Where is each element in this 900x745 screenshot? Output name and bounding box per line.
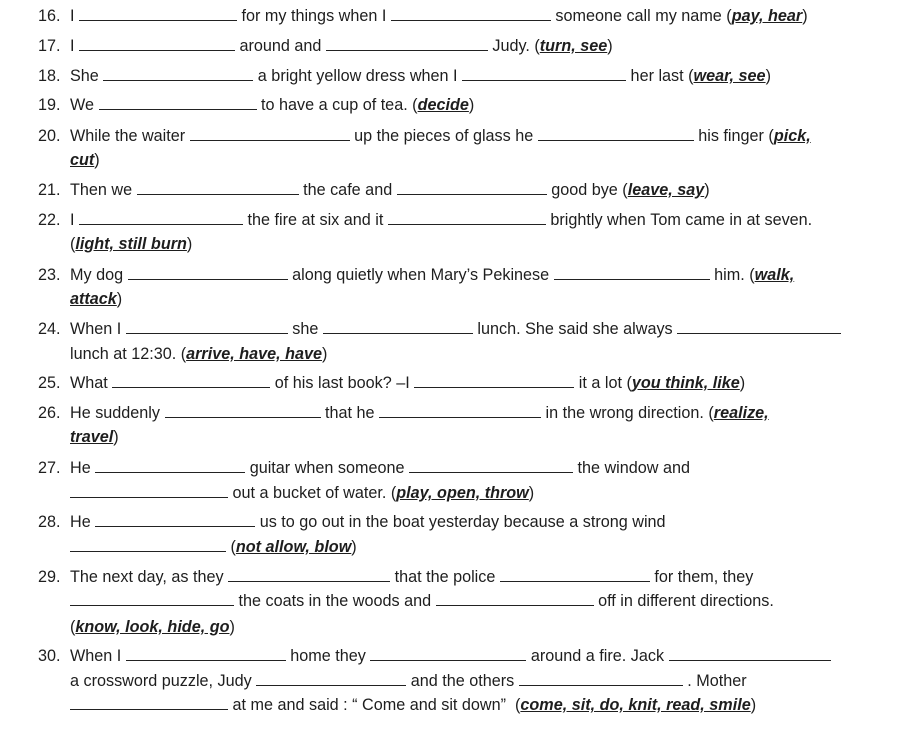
exercise-line bbox=[38, 178, 883, 203]
exercise-text: that he bbox=[320, 404, 379, 422]
answer-blank[interactable] bbox=[538, 126, 694, 141]
exercise-text: us to go out in the boat yesterday because a strong wind bbox=[255, 513, 666, 531]
exercise-23 bbox=[38, 263, 883, 308]
answer-blank[interactable] bbox=[165, 403, 321, 418]
exercise-number: 28. bbox=[38, 513, 61, 531]
verb-hint: you think, like bbox=[631, 374, 740, 392]
answer-blank[interactable] bbox=[95, 512, 255, 527]
exercise-18 bbox=[38, 64, 883, 89]
answer-blank[interactable] bbox=[256, 671, 406, 686]
exercise-text: of his last book? –I bbox=[270, 374, 415, 392]
closing-paren: ) bbox=[229, 618, 235, 636]
exercise-text: ( bbox=[70, 618, 76, 636]
answer-blank[interactable] bbox=[370, 646, 526, 661]
answer-blank[interactable] bbox=[500, 567, 650, 582]
exercise-line bbox=[38, 565, 883, 590]
exercise-line bbox=[38, 4, 883, 29]
answer-blank[interactable] bbox=[70, 483, 228, 498]
exercise-line bbox=[38, 615, 235, 640]
exercise-text: ( bbox=[226, 538, 236, 556]
verb-hint: leave, say bbox=[627, 181, 705, 199]
exercise-number: 22. bbox=[38, 211, 61, 229]
verb-hint: decide bbox=[417, 96, 469, 114]
exercise-number: 25. bbox=[38, 374, 61, 392]
exercise-line bbox=[38, 510, 883, 535]
answer-blank[interactable] bbox=[126, 646, 286, 661]
exercise-line bbox=[38, 208, 883, 233]
exercise-line bbox=[38, 342, 327, 367]
exercise-text: in the wrong direction. ( bbox=[541, 404, 714, 422]
exercise-17 bbox=[38, 34, 883, 59]
exercise-28 bbox=[38, 510, 883, 556]
exercise-text: While the waiter bbox=[70, 127, 190, 145]
exercise-number: 21. bbox=[38, 181, 61, 199]
exercise-number: 17. bbox=[38, 37, 61, 55]
exercise-text: lunch at 12:30. ( bbox=[70, 345, 187, 363]
answer-blank[interactable] bbox=[409, 458, 573, 473]
answer-blank[interactable] bbox=[228, 567, 390, 582]
exercise-30 bbox=[38, 644, 883, 714]
closing-paren: ) bbox=[94, 151, 100, 169]
answer-blank[interactable] bbox=[137, 180, 299, 195]
exercise-number: 29. bbox=[38, 568, 61, 586]
exercise-text: Judy. ( bbox=[487, 37, 540, 55]
exercise-line bbox=[38, 456, 883, 481]
exercise-number: 27. bbox=[38, 459, 61, 477]
exercise-27 bbox=[38, 456, 883, 502]
verb-hint: pay, hear bbox=[731, 7, 803, 25]
closing-paren: ) bbox=[351, 538, 357, 556]
exercise-line bbox=[38, 232, 192, 257]
exercise-text: his finger ( bbox=[693, 127, 774, 145]
exercise-line bbox=[38, 287, 122, 312]
verb-hint: not allow, blow bbox=[235, 538, 352, 556]
exercise-text: around a fire. Jack bbox=[526, 647, 669, 665]
exercise-text: . Mother bbox=[682, 672, 747, 690]
verb-hint: know, look, hide, go bbox=[75, 618, 230, 636]
answer-blank[interactable] bbox=[436, 591, 594, 606]
closing-paren: ) bbox=[739, 374, 746, 392]
exercise-16 bbox=[38, 4, 883, 29]
exercise-number: 18. bbox=[38, 67, 61, 85]
answer-blank[interactable] bbox=[70, 537, 226, 552]
exercise-text: When I bbox=[70, 320, 126, 338]
exercise-text: the fire at six and it bbox=[243, 211, 388, 229]
exercise-line bbox=[38, 401, 883, 426]
exercise-text: He bbox=[70, 459, 96, 477]
answer-blank[interactable] bbox=[79, 210, 243, 225]
exercise-text: someone call my name ( bbox=[550, 7, 732, 25]
closing-paren: ) bbox=[321, 345, 328, 363]
exercise-text: lunch. She said she always bbox=[472, 320, 678, 338]
exercise-text: at me and said : “ Come and sit down” ( bbox=[228, 696, 521, 714]
closing-paren: ) bbox=[802, 7, 808, 25]
exercise-22 bbox=[38, 208, 883, 253]
closing-paren: ) bbox=[528, 484, 535, 502]
answer-blank[interactable] bbox=[79, 6, 237, 21]
exercise-number: 24. bbox=[38, 320, 61, 338]
exercise-text: He suddenly bbox=[70, 404, 165, 422]
exercise-text: My dog bbox=[70, 266, 128, 284]
verb-hint: turn, see bbox=[539, 37, 608, 55]
closing-paren: ) bbox=[704, 181, 710, 199]
exercise-text: for my things when I bbox=[237, 7, 391, 25]
exercise-line bbox=[38, 93, 883, 118]
exercise-line bbox=[38, 425, 119, 450]
answer-blank[interactable] bbox=[70, 695, 228, 710]
exercise-text: the window and bbox=[572, 459, 690, 477]
answer-blank[interactable] bbox=[99, 95, 257, 110]
verb-hint: cut bbox=[70, 151, 95, 169]
closing-paren: ) bbox=[607, 37, 613, 55]
exercise-24 bbox=[38, 317, 883, 363]
exercise-text: a bright yellow dress when I bbox=[253, 67, 463, 85]
exercise-line bbox=[38, 148, 100, 173]
exercise-text: ( bbox=[70, 235, 76, 253]
exercise-line bbox=[38, 124, 883, 149]
answer-blank[interactable] bbox=[379, 403, 541, 418]
closing-paren: ) bbox=[765, 67, 771, 85]
exercise-text: her last ( bbox=[626, 67, 694, 85]
exercise-text: for them, they bbox=[649, 568, 754, 586]
exercise-text: The next day, as they bbox=[70, 568, 229, 586]
answer-blank[interactable] bbox=[95, 458, 245, 473]
exercise-29 bbox=[38, 565, 883, 636]
exercise-line bbox=[38, 371, 883, 396]
exercise-text: I bbox=[70, 211, 79, 229]
verb-hint: travel bbox=[70, 428, 114, 446]
closing-paren: ) bbox=[468, 96, 475, 114]
exercise-20 bbox=[38, 124, 883, 169]
exercise-text: brightly when Tom came in at seven. bbox=[545, 211, 813, 229]
exercise-26 bbox=[38, 401, 883, 446]
exercise-text: I bbox=[70, 37, 79, 55]
exercise-line bbox=[38, 34, 883, 59]
exercise-text: He bbox=[70, 513, 96, 531]
answer-blank[interactable] bbox=[462, 66, 626, 81]
exercise-text: and the others bbox=[406, 672, 519, 690]
exercise-text: We bbox=[70, 96, 99, 114]
exercise-text: off in different directions. bbox=[593, 592, 774, 610]
answer-blank[interactable] bbox=[323, 319, 473, 334]
closing-paren: ) bbox=[113, 428, 119, 446]
exercise-text: I bbox=[70, 7, 79, 25]
verb-hint: walk, bbox=[754, 266, 795, 284]
verb-hint: wear, see bbox=[693, 67, 766, 85]
exercise-text: she bbox=[287, 320, 323, 338]
answer-blank[interactable] bbox=[414, 373, 574, 388]
answer-blank[interactable] bbox=[677, 319, 841, 334]
answer-blank[interactable] bbox=[554, 265, 710, 280]
verb-hint: play, open, throw bbox=[396, 484, 529, 502]
exercise-text: a crossword puzzle, Judy bbox=[70, 672, 257, 690]
exercise-text: She bbox=[70, 67, 104, 85]
answer-blank[interactable] bbox=[126, 319, 288, 334]
closing-paren: ) bbox=[116, 290, 123, 308]
exercise-text: to have a cup of tea. ( bbox=[256, 96, 418, 114]
answer-blank[interactable] bbox=[669, 646, 831, 661]
answer-blank[interactable] bbox=[128, 265, 288, 280]
exercise-text: along quietly when Mary’s Pekinese bbox=[287, 266, 554, 284]
exercise-line bbox=[38, 481, 534, 506]
exercise-text: it a lot ( bbox=[574, 374, 632, 392]
verb-hint: come, sit, do, knit, read, smile bbox=[520, 696, 751, 714]
verb-hint: light, still burn bbox=[75, 235, 187, 253]
exercise-text: guitar when someone bbox=[245, 459, 409, 477]
exercise-text: out a bucket of water. ( bbox=[228, 484, 397, 502]
exercise-text: the cafe and bbox=[298, 181, 397, 199]
exercise-25 bbox=[38, 371, 883, 396]
exercise-21 bbox=[38, 178, 883, 203]
exercise-number: 20. bbox=[38, 127, 61, 145]
exercise-text: What bbox=[70, 374, 113, 392]
answer-blank[interactable] bbox=[391, 6, 551, 21]
exercise-line bbox=[38, 644, 883, 669]
exercise-line bbox=[38, 669, 747, 694]
answer-blank[interactable] bbox=[79, 36, 235, 51]
answer-blank[interactable] bbox=[103, 66, 253, 81]
exercise-line bbox=[38, 317, 883, 342]
exercise-text: home they bbox=[285, 647, 371, 665]
exercise-text: good bye ( bbox=[546, 181, 628, 199]
exercise-line bbox=[38, 535, 357, 560]
exercise-number: 16. bbox=[38, 7, 61, 25]
exercise-number: 19. bbox=[38, 96, 61, 114]
exercise-text: When I bbox=[70, 647, 126, 665]
verb-hint: attack bbox=[70, 290, 117, 308]
exercise-text: the coats in the woods and bbox=[234, 592, 436, 610]
exercise-text: him. ( bbox=[709, 266, 755, 284]
answer-blank[interactable] bbox=[388, 210, 546, 225]
answer-blank[interactable] bbox=[190, 126, 350, 141]
exercise-19 bbox=[38, 93, 883, 118]
answer-blank[interactable] bbox=[519, 671, 683, 686]
verb-hint: arrive, have, have bbox=[186, 345, 322, 363]
verb-hint: realize, bbox=[713, 404, 769, 422]
exercise-text: up the pieces of glass he bbox=[349, 127, 538, 145]
exercise-line bbox=[38, 693, 756, 718]
exercise-line bbox=[38, 263, 883, 288]
exercise-line bbox=[38, 64, 883, 89]
closing-paren: ) bbox=[750, 696, 757, 714]
answer-blank[interactable] bbox=[70, 591, 234, 606]
exercise-text: that the police bbox=[390, 568, 500, 586]
verb-hint: pick, bbox=[773, 127, 811, 145]
answer-blank[interactable] bbox=[326, 36, 488, 51]
exercise-text: around and bbox=[235, 37, 326, 55]
exercise-number: 26. bbox=[38, 404, 61, 422]
exercise-text: Then we bbox=[70, 181, 137, 199]
answer-blank[interactable] bbox=[112, 373, 270, 388]
exercise-line bbox=[38, 589, 774, 614]
exercise-number: 23. bbox=[38, 266, 61, 284]
exercise-number: 30. bbox=[38, 647, 61, 665]
answer-blank[interactable] bbox=[397, 180, 547, 195]
closing-paren: ) bbox=[186, 235, 193, 253]
